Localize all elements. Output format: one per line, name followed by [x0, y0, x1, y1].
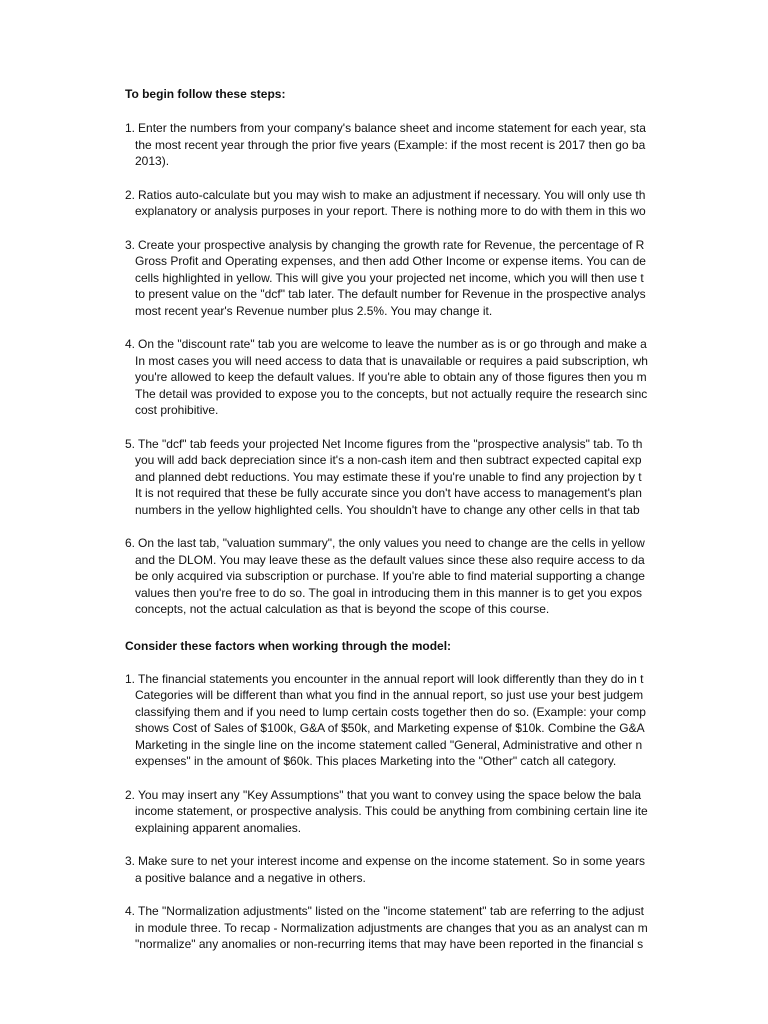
step-text: to present value on the "dcf" tab later. The default number for Revenue in the prospective analys: [135, 287, 646, 301]
factor-line: [125, 903, 668, 920]
step-text: you will add back depreciation since it's a non-cash item and then subtract expected capital exp: [135, 453, 642, 467]
step-item-3: [125, 237, 668, 320]
step-number: 1.: [125, 121, 136, 135]
step-text: The detail was provided to expose you to the concepts, but not actually require the research sinc: [135, 386, 648, 401]
step-line: [125, 336, 668, 353]
factors-heading: Consider these factors when working through the model:: [125, 638, 452, 653]
factor-text: expenses" in the amount of $60k. This places Marketing into the "Other" catch all category.: [135, 754, 617, 768]
factor-text: income statement, or prospective analysis. This could be anything from combining certain line ite: [135, 804, 648, 818]
step-text: The "dcf" tab feeds your projected Net Income figures from the "prospective analysis" tab. To th: [138, 436, 643, 451]
step-line: [125, 203, 668, 220]
step-item-5: [125, 436, 668, 519]
step-item-1: [125, 120, 668, 170]
factor-line: [125, 687, 668, 704]
step-text: 2013).: [135, 154, 170, 168]
factor-line: [125, 936, 668, 953]
factor-number: 1.: [125, 671, 136, 686]
factor-line: [125, 720, 668, 737]
factor-item-4: [125, 903, 668, 953]
step-item-4: [125, 336, 668, 419]
step-text: It is not required that these be fully accurate since you don't have access to management's plan: [135, 486, 642, 500]
step-text: cells highlighted in yellow. This will give you your projected net income, which you will then use t: [135, 270, 644, 285]
step-text: you're allowed to keep the default values. If you're able to obtain any of those figures then you m: [135, 370, 647, 384]
factors-list: [125, 671, 668, 953]
factor-text: a positive balance and a negative in others.: [135, 870, 366, 885]
factor-line: [125, 737, 668, 754]
factor-item-3: [125, 853, 668, 886]
step-item-6: [125, 535, 668, 618]
factor-number: 3.: [125, 854, 136, 868]
factor-item-1: [125, 671, 668, 770]
step-line: [125, 286, 668, 303]
step-text: In most cases you will need access to data that is unavailable or requires a paid subscription, wh: [135, 353, 648, 368]
factor-text: explaining apparent anomalies.: [135, 820, 302, 835]
step-text: be only acquired via subscription or purchase. If you're able to find material supporting a change: [135, 569, 645, 583]
factor-line: [125, 753, 668, 770]
step-line: [125, 452, 668, 469]
step-text: and planned debt reductions. You may estimate these if you're unable to find any projection by t: [135, 469, 642, 484]
factor-text: "normalize" any anomalies or non-recurring items that may have been reported in the financial s: [135, 937, 644, 951]
step-text: numbers in the yellow highlighted cells. You shouldn't have to change any other cells in that tab: [135, 502, 640, 517]
factor-text: The financial statements you encounter in the annual report will look differently than they do in t: [138, 671, 644, 686]
step-line: [125, 153, 668, 170]
steps-heading: To begin follow these steps:: [125, 87, 286, 101]
step-line: [125, 253, 668, 270]
factor-text: Marketing in the single line on the income statement called "General, Administrative and other n: [135, 737, 643, 752]
factor-line: [125, 853, 668, 870]
factor-line: [125, 820, 668, 837]
step-line: [125, 402, 668, 419]
step-line: [125, 485, 668, 502]
step-text: most recent year's Revenue number plus 2.5%. You may change it.: [135, 303, 493, 318]
step-number: 3.: [125, 237, 136, 252]
step-line: [125, 353, 668, 370]
step-text: cost prohibitive.: [135, 403, 219, 417]
step-text: Create your prospective analysis by changing the growth rate for Revenue, the percentage of R: [138, 237, 645, 252]
step-line: [125, 386, 668, 403]
step-line: [125, 601, 668, 618]
step-text: and the DLOM. You may leave these as the default values since these also require access to da: [135, 552, 645, 567]
step-line: [125, 436, 668, 453]
step-text: Ratios auto-calculate but you may wish to make an adjustment if necessary. You will only use th: [138, 187, 646, 202]
step-line: [125, 270, 668, 287]
step-line: [125, 237, 668, 254]
step-line: [125, 303, 668, 320]
step-line: [125, 369, 668, 386]
step-line: [125, 552, 668, 569]
instructions-column: [125, 86, 668, 970]
factor-line: [125, 671, 668, 688]
step-line: [125, 502, 668, 519]
step-text: the most recent year through the prior five years (Example: if the most recent is 2017 then go ba: [135, 137, 646, 152]
factor-line: [125, 870, 668, 887]
factor-text: You may insert any "Key Assumptions" that you want to convey using the space below the bala: [138, 787, 642, 802]
step-line: [125, 535, 668, 552]
factor-text: classifying them and if you need to lump certain costs together then do so. (Example: your comp: [135, 704, 646, 719]
step-number: 4.: [125, 337, 136, 351]
step-text: Gross Profit and Operating expenses, and then add Other Income or expense items. You can de: [135, 254, 646, 268]
factor-text: Make sure to net your interest income and expense on the income statement. So in some years: [138, 854, 645, 868]
step-text: concepts, not the actual calculation as that is beyond the scope of this course.: [135, 602, 550, 616]
step-item-2: [125, 187, 668, 220]
step-text: On the "discount rate" tab you are welcome to leave the number as is or go through and make a: [138, 337, 647, 351]
factor-line: [125, 920, 668, 937]
steps-list: [125, 120, 668, 618]
step-line: [125, 137, 668, 154]
factor-number: 2.: [125, 787, 136, 802]
factor-line: [125, 704, 668, 721]
step-number: 5.: [125, 436, 136, 451]
step-line: [125, 585, 668, 602]
factor-line: [125, 787, 668, 804]
factor-text: shows Cost of Sales of $100k, G&A of $50k, and Marketing expense of $10k. Combine the G&A: [135, 721, 645, 735]
factor-text: in module three. To recap - Normalization adjustments are changes that you as an analyst can m: [135, 920, 648, 935]
factor-number: 4.: [125, 904, 136, 918]
factor-text: The "Normalization adjustments" listed on the "income statement" tab are referring to the adjust: [138, 904, 644, 918]
step-text: values then you're free to do so. The goal in introducing them in this manner is to get you expos: [135, 585, 643, 600]
step-number: 2.: [125, 187, 136, 202]
step-line: [125, 568, 668, 585]
step-number: 6.: [125, 536, 136, 550]
step-line: [125, 187, 668, 204]
factor-item-2: [125, 787, 668, 837]
factor-text: Categories will be different than what you find in the annual report, so just use your best judgem: [135, 688, 644, 702]
step-line: [125, 469, 668, 486]
step-text: explanatory or analysis purposes in your report. There is nothing more to do with them in this wo: [135, 204, 646, 218]
step-text: Enter the numbers from your company's balance sheet and income statement for each year, sta: [138, 121, 646, 135]
step-text: On the last tab, "valuation summary", the only values you need to change are the cells in yellow: [138, 536, 645, 550]
factor-line: [125, 803, 668, 820]
step-line: [125, 120, 668, 137]
